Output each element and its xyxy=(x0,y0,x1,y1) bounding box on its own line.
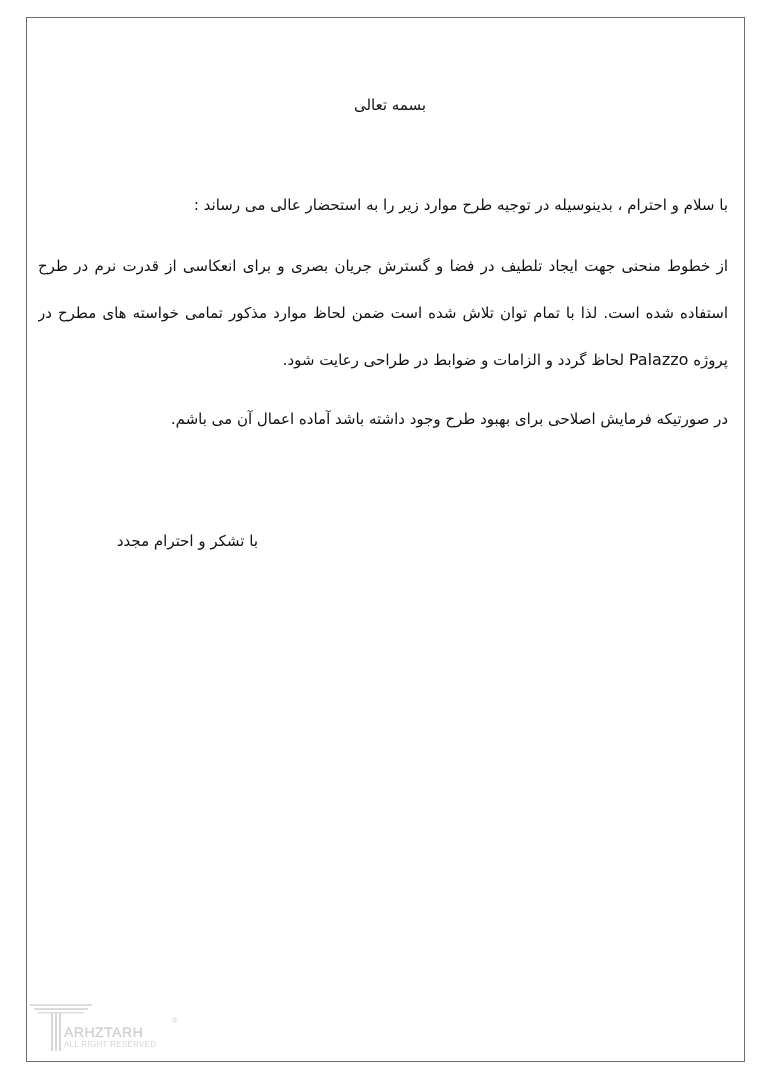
paragraph1-line3-prefix: پروژه xyxy=(693,351,728,369)
heading-text: بسمه تعالی xyxy=(353,96,427,114)
paragraph1-line2: استفاده شده است. لذا با تمام توان تلاش شده است ضمن لحاظ موارد مذکور تمامی خواسته های مطرح در xyxy=(38,304,728,322)
watermark-logo xyxy=(30,1000,180,1052)
project-name: Palazzo xyxy=(628,350,689,369)
paragraph1-line3 xyxy=(283,350,728,370)
watermark-subtitle: ALL RIGHT RESERVED xyxy=(64,1040,157,1049)
paragraph2: در صورتیکه فرمایش اصلاحی برای بهبود طرح وجود داشته باشد آماده اعمال آن می باشم. xyxy=(170,410,728,428)
paragraph1-line3-suffix: لحاظ گردد و الزامات و ضوابط در طراحی رعایت شود. xyxy=(282,351,625,369)
greeting-line: با سلام و احترام ، بدینوسیله در توجیه طرح موارد زیر را به استحضار عالی می رساند : xyxy=(193,196,728,214)
paragraph1-line1: از خطوط منحنی جهت ایجاد تلطیف در فضا و گسترش جریان بصری و برای انعکاسی از قدرت نرم در طرح xyxy=(38,257,728,275)
document-heading xyxy=(0,95,764,115)
watermark-name: ARHZTARH xyxy=(64,1024,144,1040)
registered-mark-icon: ® xyxy=(172,1016,178,1025)
closing-signature: با تشکر و احترام مجدد xyxy=(116,532,258,550)
